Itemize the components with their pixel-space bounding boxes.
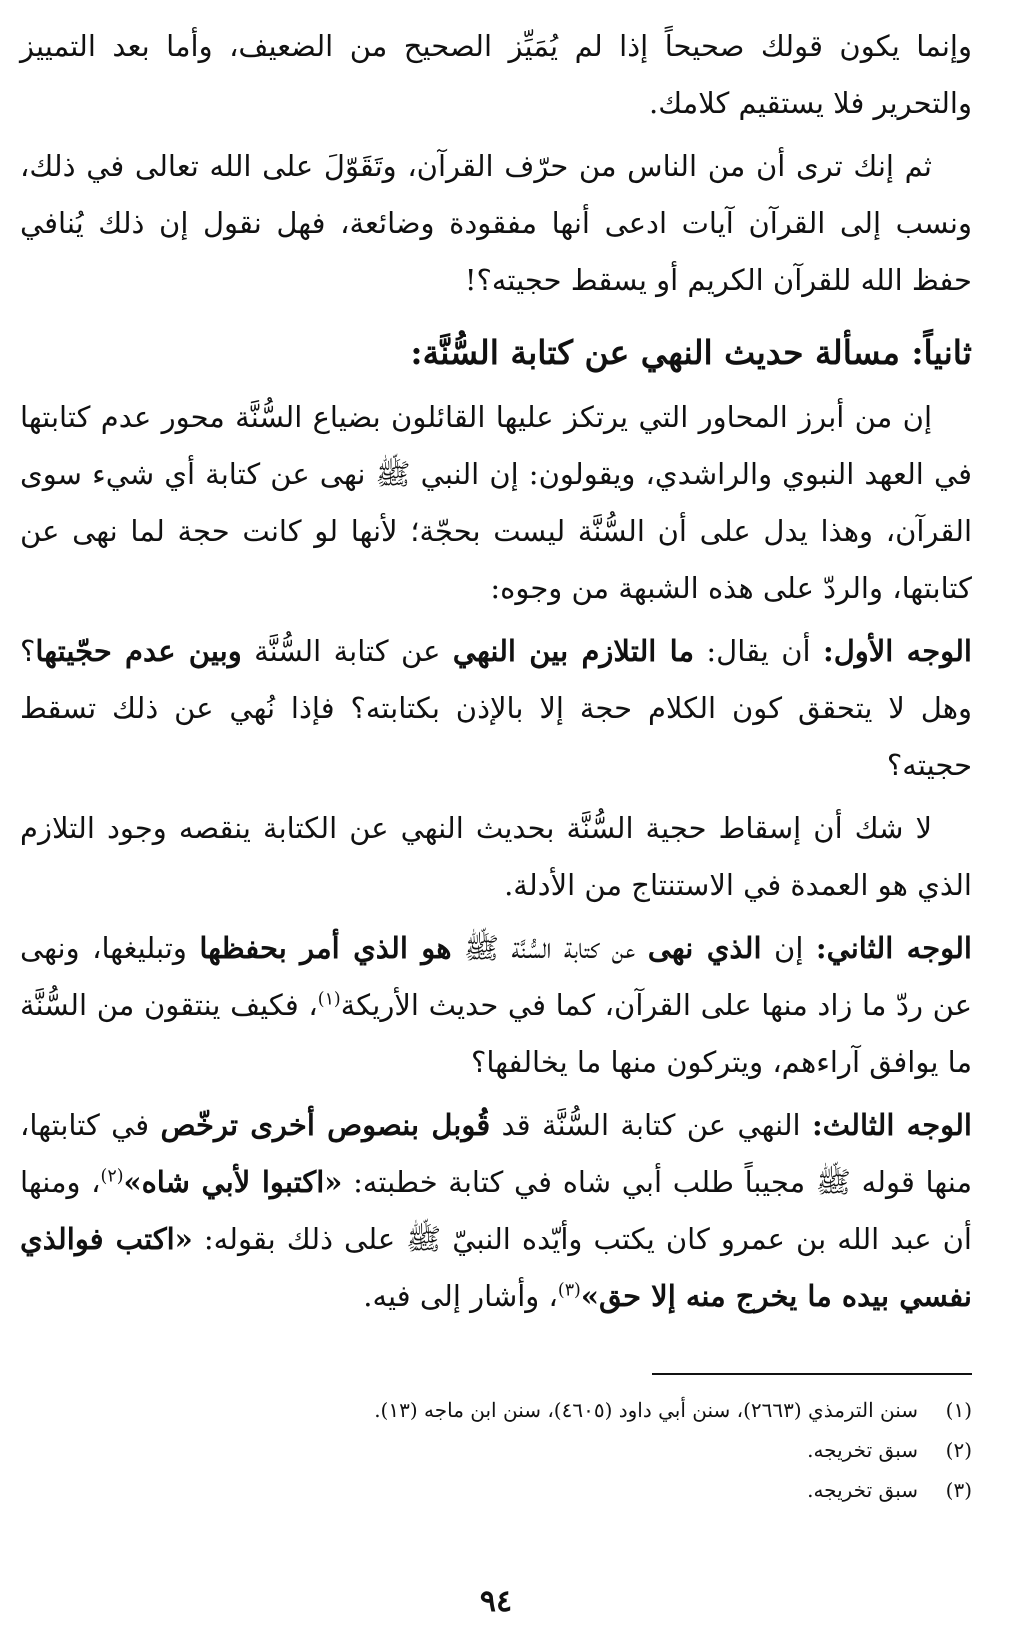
footnote-text: سبق تخريجه.: [807, 1438, 918, 1462]
second-aspect-text-d: ، فكيف ينتقون من السُّنَّة ما يوافق آراءهم، ويتركون منها ما يخالفها؟: [20, 988, 972, 1079]
second-aspect-bold-2: هو الذي أمر بحفظها: [199, 931, 452, 965]
footnote-text: سنن الترمذي (٢٦٦٣)، سنن أبي داود (٤٦٠٥)، سنن ابن ماجه (١٣).: [374, 1398, 918, 1422]
first-aspect-label: الوجه الأول:: [822, 634, 972, 668]
second-aspect-text-c: وتبليغها، ونهى عن ردّ ما زاد منها على القرآن، كما في حديث الأريكة: [20, 931, 972, 1022]
third-aspect-text-a: النهي عن كتابة السُّنَّة قد: [490, 1108, 812, 1142]
footnote-ref-3[interactable]: (٣): [557, 1280, 581, 1301]
footnote-text: سبق تخريجه.: [807, 1478, 918, 1502]
footnote-ref-2[interactable]: (٢): [100, 1166, 124, 1187]
third-aspect-text-b: في كتابتها، منها قوله ﷺ مجيباً طلب أبي شاه في كتابة خطبته:: [20, 1108, 972, 1199]
paragraph-first-aspect: [20, 623, 972, 794]
footnote-divider: [652, 1373, 972, 1375]
first-aspect-bold-1: ما التلازم بين النهي: [452, 634, 694, 668]
paragraph-5: لا شك أن إسقاط حجية السُّنَّة بحديث النهي عن الكتابة ينقصه وجود التلازم الذي هو العمدة في الاستنتاج من الأدلة.: [20, 811, 972, 902]
first-aspect-text-c: ؟ وهل لا يتحقق كون الكلام حجة إلا بالإذن بكتابته؟ فإذا نُهي عن ذلك تسقط حجيته؟: [20, 634, 972, 782]
footnote-number: (٢): [945, 1438, 972, 1462]
third-aspect-bold-2: «اكتبوا لأبي شاه»: [123, 1165, 343, 1199]
footnote-item: [20, 1430, 972, 1470]
document-page: [20, 18, 972, 1630]
paragraph-2: ثم إنك ترى أن من الناس من حرّف القرآن، وتَقَوّلَ على الله تعالى في ذلك، ونسب إلى القرآن آيات ادعى أنها مفقودة وضائعة، فهل نقول إن ذلك يُنافي حفظ الله للقرآن الكريم أو يسقط حجيته؟!: [20, 149, 972, 297]
third-aspect-bold-3: «اكتب فوالذي نفسي بيده ما يخرج منه إلا حق»: [20, 1222, 972, 1313]
third-aspect-label: الوجه الثالث:: [811, 1108, 972, 1142]
first-aspect-text-a: أن يقال:: [694, 634, 823, 668]
paragraph-third-aspect: [20, 1097, 972, 1325]
first-aspect-bold-2: وبين عدم حجّيتها: [35, 634, 242, 668]
first-aspect-text-b: عن كتابة السُّنَّة: [241, 634, 453, 668]
second-aspect-text-b: عن كتابة السُّنَّة ﷺ: [451, 931, 648, 965]
paragraph-1: وإنما يكون قولك صحيحاً إذا لم يُمَيِّز الصحيح من الضعيف، وأما بعد التمييز والتحرير فلا يستقيم كلامك.: [20, 29, 972, 120]
second-aspect-bold-1: الذي نهى: [647, 931, 762, 965]
section-heading: ثانياً: مسألة حديث النهي عن كتابة السُّنَّة:: [410, 333, 972, 372]
third-aspect-bold-1: قُوبل بنصوص أخرى ترخّص: [160, 1108, 491, 1142]
footnote-item: [20, 1390, 972, 1430]
second-aspect-text-a: إن: [761, 931, 816, 965]
third-aspect-text-c: ، ومنها أن عبد الله بن عمرو كان يكتب وأيّده النبيّ ﷺ على ذلك بقوله:: [20, 1165, 972, 1256]
third-aspect-text-d: ، وأشار إلى فيه.: [363, 1279, 558, 1313]
page-number: ٩٤: [479, 1584, 513, 1619]
footnote-item: [20, 1470, 972, 1510]
footnote-ref-1[interactable]: (١): [317, 989, 341, 1010]
paragraph-3: إن من أبرز المحاور التي يرتكز عليها القائلون بضياع السُّنَّة محور عدم كتابتها في العهد النبوي والراشدي، ويقولون: إن النبي ﷺ نهى عن كتابة أي شيء سوى القرآن، وهذا يدل على أن السُّنَّة ليست بحجّة؛ لأنها لو كانت حجة لما نهى عن كتابتها، والردّ على هذه الشبهة من وجوه:: [20, 400, 972, 605]
paragraph-second-aspect: [20, 920, 972, 1091]
footnotes: [20, 1390, 972, 1510]
second-aspect-label: الوجه الثاني:: [815, 931, 972, 965]
footnote-number: (١): [945, 1398, 972, 1422]
footnote-number: (٣): [945, 1478, 972, 1502]
